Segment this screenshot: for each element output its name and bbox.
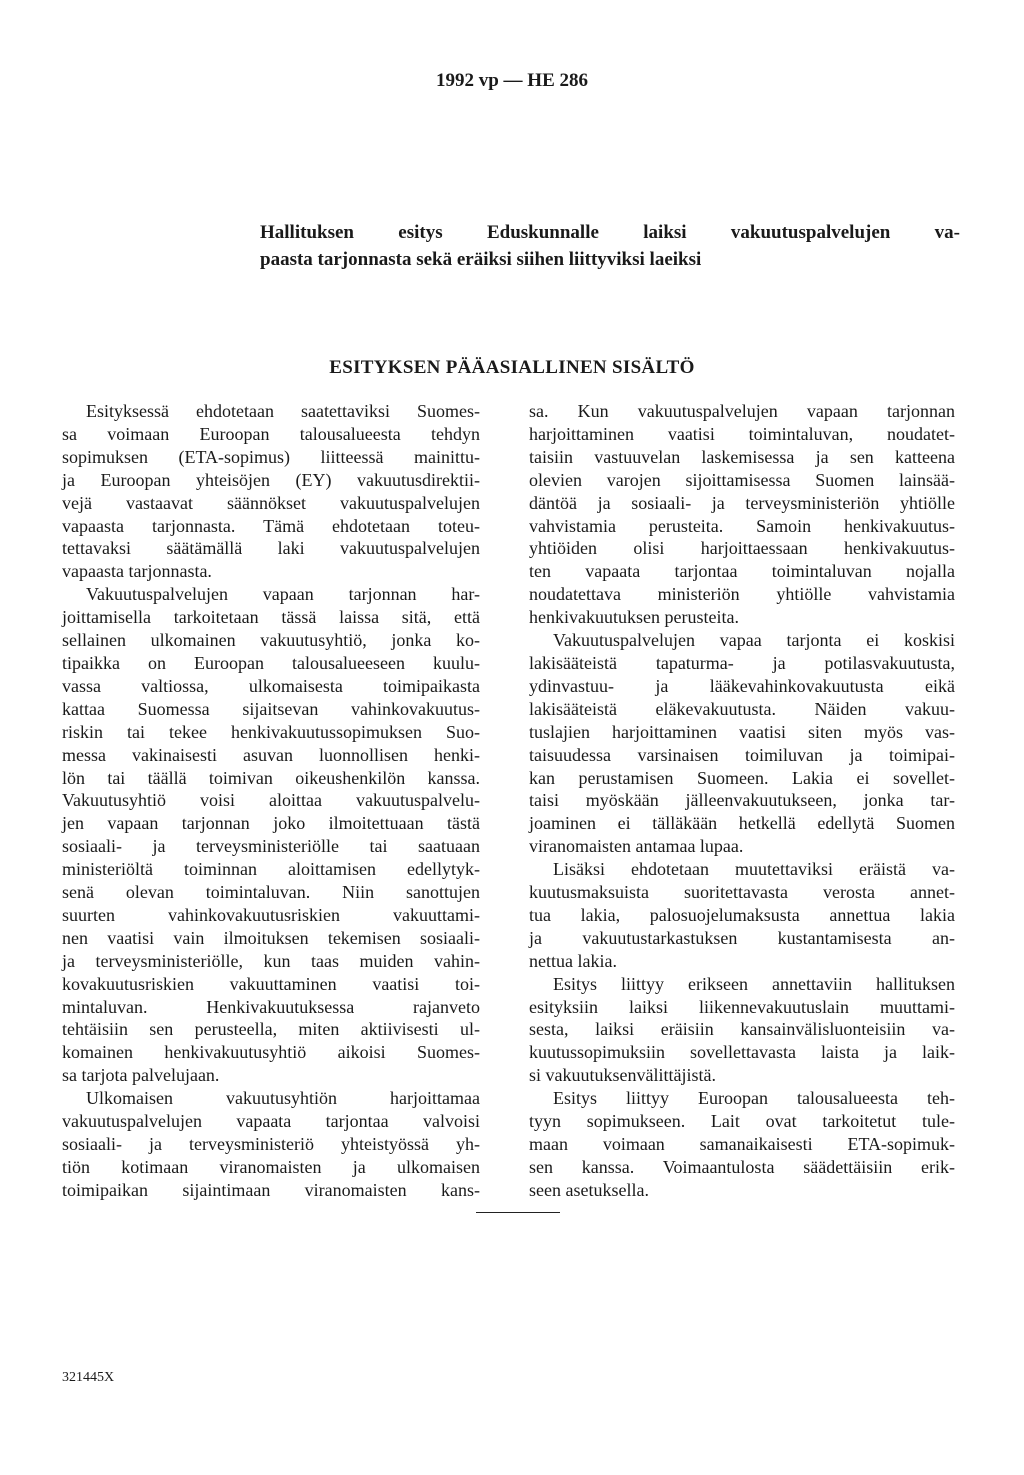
text-line: nettua lakia. [529, 950, 617, 971]
text-line: kovakuutusriskien vakuuttaminen vaatisi toi- [62, 973, 480, 994]
text-line: Esitys liittyy Euroopan talousalueesta teh- [553, 1088, 955, 1109]
end-divider [476, 1212, 560, 1213]
text-line: sa voimaan Euroopan talousalueesta tehdyn [62, 423, 480, 444]
text-line: taisuudessa varsinaisen toimiluvan ja toimipai- [529, 744, 955, 765]
document-title [260, 219, 960, 273]
paragraph [529, 400, 955, 629]
text-line: ydinvastuu- ja lääkevahinkovakuutusta eikä [529, 675, 955, 696]
paragraph [529, 858, 955, 973]
text-line: suurten vahinkovakuutusriskien vakuuttami- [62, 904, 480, 925]
document-code: 321445X [62, 1370, 115, 1385]
text-line: seen asetuksella. [529, 1179, 649, 1200]
text-line: esityksiin laiksi liikennevakuutuslain muuttami- [529, 996, 955, 1017]
text-line: kattaa Suomessa sijaitsevan vahinkovakuutus- [62, 698, 480, 719]
text-line: olevien varojen sijoittamisessa Suomen lainsää- [529, 469, 955, 490]
text-line: riskin tai tekee henkivakuutussopimuksen Suo- [62, 721, 480, 742]
text-line: tua lakia, palosuojelumaksusta annettua lakia [529, 904, 955, 925]
text-line: sa. Kun vakuutuspalvelujen vapaan tarjonnan [529, 401, 955, 421]
text-line: ja terveysministeriölle, kun taas muiden vahin- [62, 950, 480, 971]
text-line: vapaasta tarjonnasta. [62, 561, 212, 582]
text-line: harjoittaminen vaatisi toimintaluvan, noudatet- [529, 423, 955, 444]
text-line: Esityksessä ehdotetaan saatettaviksi Suomes- [86, 401, 480, 421]
paragraph [62, 400, 480, 583]
paragraph [529, 1087, 955, 1202]
text-line: vejä vastaavat säännökset vakuutuspalvelujen [62, 492, 480, 513]
text-line: lakisääteistä tapaturma- ja potilasvakuutusta, [529, 652, 955, 673]
left-column [62, 400, 480, 1202]
text-line: komainen henkivakuutusyhtiö aikoisi Suomes- [62, 1042, 480, 1063]
title-line: Hallituksen esitys Eduskunnalle laiksi vakuutuspalvelujen va- [260, 222, 960, 243]
text-line: lön tai täällä toimivan oikeushenkilön kanssa. [62, 767, 480, 788]
right-column [529, 400, 955, 1202]
paragraph [62, 1087, 480, 1202]
text-line: ten vapaata tarjontaa toimintaluvan nojalla [529, 561, 955, 582]
title-line: paasta tarjonnasta sekä eräiksi siihen liittyviksi laeiksi [260, 249, 702, 270]
text-line: sa tarjota palvelujaan. [62, 1065, 220, 1086]
text-line: tuslajien harjoittaminen vaatisi siten myös vas- [529, 721, 955, 742]
text-line: henkivakuutuksen perusteita. [529, 607, 739, 628]
text-line: viranomaisten antamaa lupaa. [529, 836, 744, 857]
page-header: 1992 vp — HE 286 [435, 70, 589, 91]
paragraph [529, 973, 955, 1088]
text-line: senä olevan toimintaluvan. Niin sanottujen [62, 882, 480, 903]
text-line: Lisäksi ehdotetaan muutettaviksi eräistä va- [553, 859, 955, 880]
section-heading: ESITYKSEN PÄÄASIALLINEN SISÄLTÖ [329, 357, 695, 378]
text-line: maan voimaan samanaikaisesti ETA-sopimuk- [529, 1134, 955, 1154]
text-line: tiön kotimaan viranomaisten ja ulkomaisen [62, 1156, 480, 1177]
text-line: Esitys liittyy erikseen annettaviin hallituksen [553, 973, 955, 994]
text-line: noudatettava ministeriön yhtiölle vahvistamia [529, 584, 955, 605]
text-line: ministeriöltä toiminnan aloittamisen edellytyk- [62, 859, 480, 880]
text-line: kan perustamisen Suomeen. Lakia ei sovellet- [529, 767, 955, 788]
text-line: vakuutuspalvelujen vapaata tarjontaa valvoisi [62, 1111, 480, 1132]
text-line: vapaasta tarjonnasta. Tämä ehdotetaan toteu- [62, 515, 480, 536]
text-line: vahvistamia perusteita. Samoin henkivakuutus- [529, 515, 955, 536]
paragraph [62, 583, 480, 1087]
text-line: tettavaksi säätämällä laki vakuutuspalvelujen [62, 538, 480, 559]
text-line: yhtiöiden olisi harjoittaessaan henkivakuutus- [529, 538, 955, 559]
text-line: joittamisella tarkoitetaan tässä laissa sitä, että [62, 607, 480, 628]
text-line: lakisääteistä eläkevakuutusta. Näiden vakuu- [529, 698, 955, 719]
text-line: tipaikka on Euroopan talousalueeseen kuulu- [62, 652, 480, 673]
text-line: taisiin vastuuvelan laskemisessa ja sen katteena [529, 446, 955, 467]
paragraph [529, 629, 955, 858]
text-line: messa vakinaisesti asuvan luonnollisen henki- [62, 744, 480, 765]
text-line: nen vaatisi vain ilmoituksen tekemisen sosiaali- [62, 927, 480, 948]
text-line: sosiaali- ja terveysministeriö yhteistyössä yh- [62, 1134, 480, 1154]
text-line: Ulkomaisen vakuutusyhtiön harjoittamaa [86, 1088, 480, 1109]
text-line: kuutusmaksuista suoritettavasta verosta annet- [529, 882, 955, 903]
text-line: jen vapaan tarjonnan joko ilmoitettuaan tästä [62, 813, 480, 834]
text-line: sen kanssa. Voimaantulosta säädettäisiin erik- [529, 1156, 955, 1177]
text-line: kuutussopimuksiin sovellettavasta laista ja laik- [529, 1042, 955, 1063]
text-line: tyyn sopimukseen. Lait ovat tarkoitetut tule- [529, 1111, 955, 1132]
text-line: mintaluvan. Henkivakuutuksessa rajanveto [62, 996, 480, 1017]
text-line: taisi myöskään jälleenvakuutukseen, jonka tar- [529, 790, 955, 811]
text-line: sopimuksen (ETA-sopimus) liitteessä mainittu- [62, 446, 480, 467]
text-line: Vakuutuspalvelujen vapaan tarjonnan har- [86, 584, 480, 605]
text-line: toimipaikan sijaintimaan viranomaisten kans- [62, 1179, 480, 1200]
text-line: tehtäisiin sen perusteella, miten aktiivisesti ul- [62, 1019, 480, 1040]
text-line: sosiaali- ja terveysministeriölle tai saatuaan [62, 836, 480, 857]
text-line: ja Euroopan yhteisöjen (EY) vakuutusdirektii- [62, 469, 480, 490]
text-line: ja vakuutustarkastuksen kustantamisesta an- [529, 927, 955, 948]
text-line: vassa valtiossa, ulkomaisesta toimipaikasta [62, 675, 480, 696]
text-line: Vakuutuspalvelujen vapaa tarjonta ei koskisi [553, 630, 955, 651]
text-line: joaminen ei tälläkään hetkellä edellytä Suomen [529, 813, 955, 834]
text-line: Vakuutusyhtiö voisi aloittaa vakuutuspalvelu- [62, 790, 480, 811]
text-line: däntöä ja sosiaali- ja terveysministeriön yhtiölle [529, 492, 955, 513]
text-line: sellainen ulkomainen vakuutusyhtiö, jonka ko- [62, 630, 480, 651]
text-line: si vakuutuksenvälittäjistä. [529, 1065, 716, 1086]
text-line: sesta, laiksi eräisiin kansainvälisluonteisiin va- [529, 1019, 955, 1040]
